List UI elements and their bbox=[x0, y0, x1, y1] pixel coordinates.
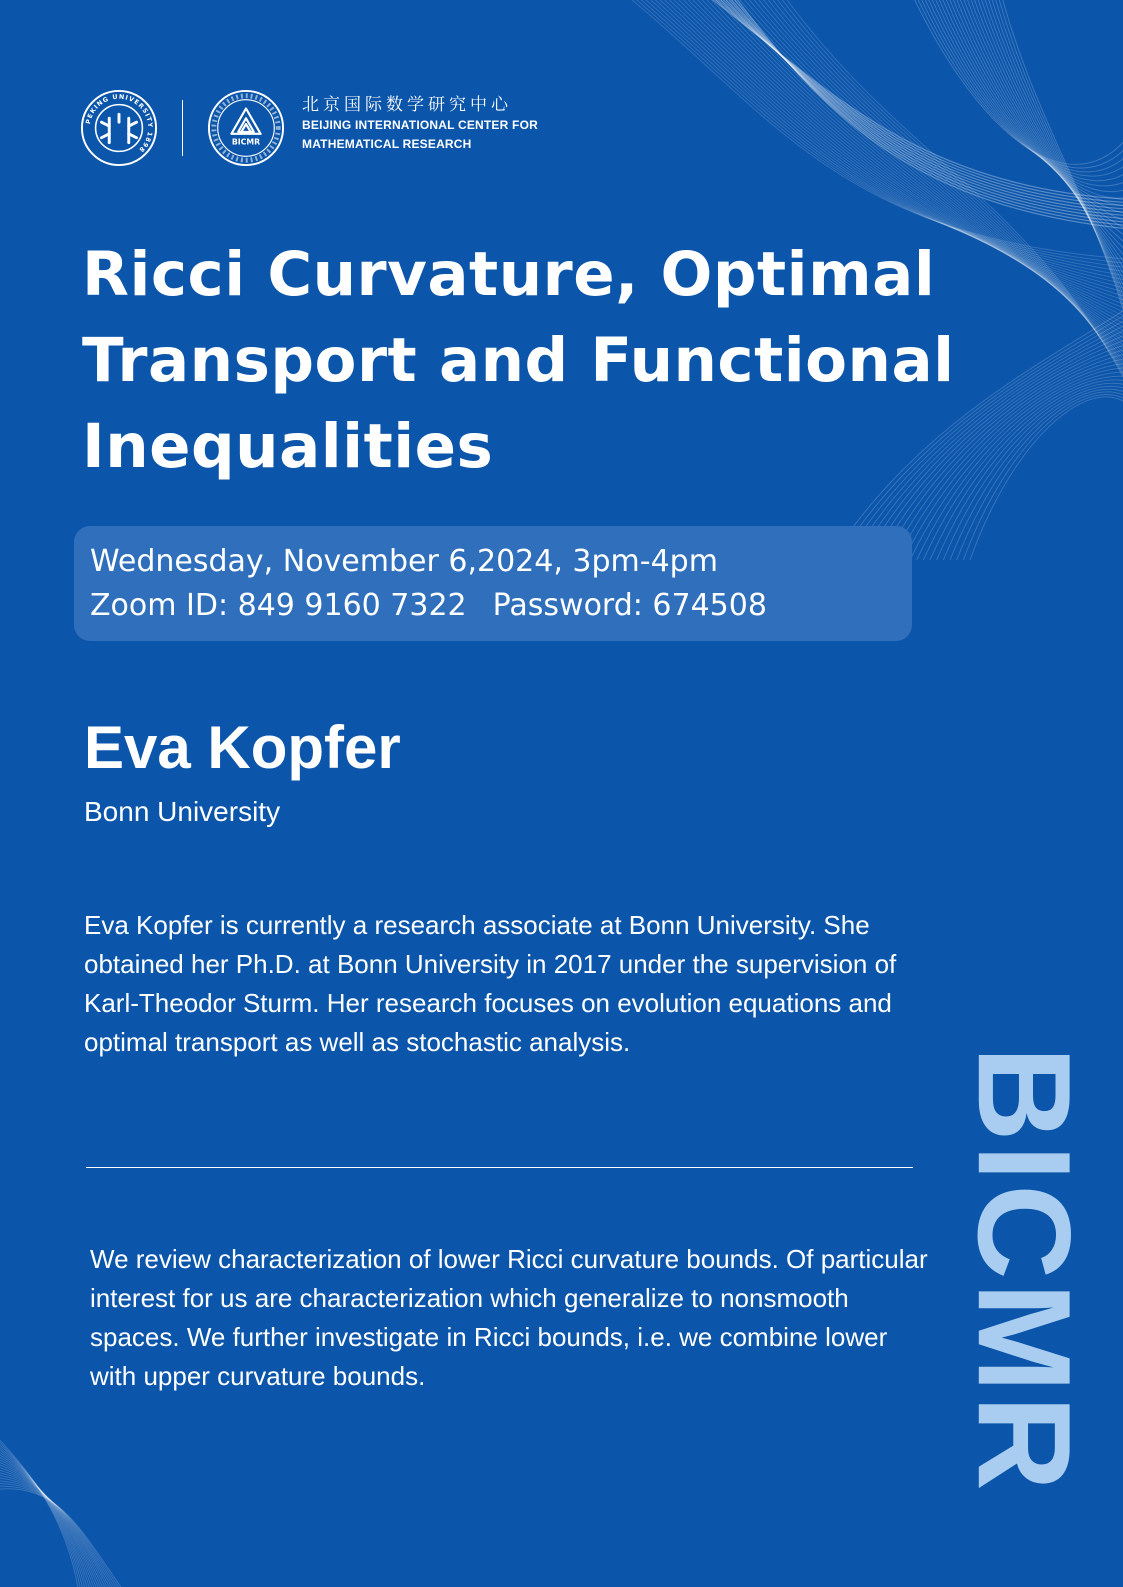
bicmr-side-logo-text: BICMR bbox=[951, 1046, 1099, 1494]
talk-title-line-3: Inequalities bbox=[82, 411, 494, 482]
speaker-affiliation: Bonn University bbox=[84, 796, 281, 827]
peking-university-seal-icon bbox=[80, 89, 158, 167]
logo-header bbox=[80, 88, 540, 168]
logo-divider bbox=[182, 100, 183, 156]
speaker-name: Eva Kopfer bbox=[84, 714, 401, 781]
event-date-time: Wednesday, November 6,2024, 3pm-4pm bbox=[90, 544, 718, 579]
talk-title-line-1: Ricci Curvature, Optimal bbox=[82, 239, 936, 310]
talk-title bbox=[82, 232, 962, 490]
institute-name-english-line2: MATHEMATICAL RESEARCH bbox=[302, 137, 472, 151]
speaker-bio: Eva Kopfer is currently a research associate at Bonn University. She obtained her Ph.D. at Bonn University in 2017 under the supervision of Karl-Theodor Sturm. Her research focuses on evolution equations and optimal transport as well as stochastic analysis. bbox=[84, 910, 897, 1057]
zoom-password: Password: 674508 bbox=[492, 588, 767, 623]
bicmr-seal-icon bbox=[207, 89, 285, 167]
talk-abstract: We review characterization of lower Ricci curvature bounds. Of particular interest for us are characterization which generalize to nonsmooth spaces. We further investigate in Ricci bounds, i.e. we combine lower with upper curvature bounds. bbox=[90, 1244, 928, 1391]
event-info-box bbox=[74, 526, 912, 641]
institute-name bbox=[302, 94, 538, 154]
talk-title-line-2: Transport and Functional bbox=[82, 325, 955, 396]
pku-seal-lettering: PEKING UNIVERSITY 1898 bbox=[84, 93, 154, 154]
bicmr-seal-lettering: BICMR bbox=[231, 137, 261, 147]
institute-name-english-line1: BEIJING INTERNATIONAL CENTER FOR bbox=[302, 118, 538, 132]
wave-decoration-bottom-left bbox=[0, 1420, 140, 1587]
section-divider bbox=[86, 1167, 913, 1168]
zoom-id: Zoom ID: 849 9160 7322 bbox=[90, 588, 467, 623]
bicmr-side-logo bbox=[951, 1040, 1099, 1500]
institute-name-chinese: 北京国际数学研究中心 bbox=[302, 95, 512, 115]
event-zoom-line bbox=[90, 586, 767, 626]
